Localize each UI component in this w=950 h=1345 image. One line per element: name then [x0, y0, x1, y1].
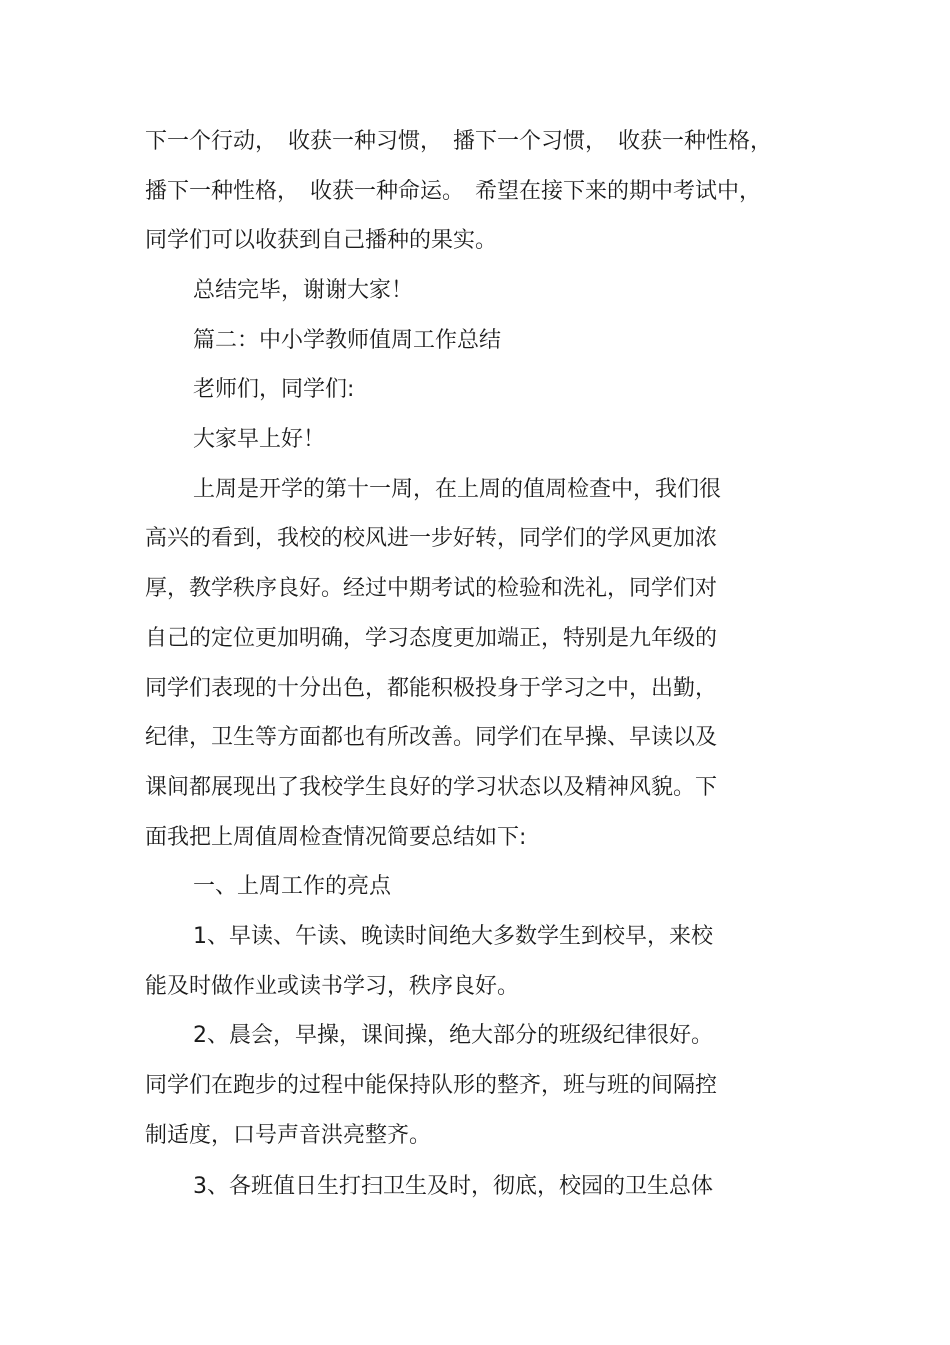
text-line: 制适度，口号声音洪亮整齐。 — [145, 1123, 432, 1148]
list-item: 2、晨会，早操，课间操，绝大部分的班级纪律很好。 — [193, 1023, 713, 1048]
text-line: 厚，教学秩序良好。经过中期考试的检验和洗礼，同学们对 — [145, 576, 718, 601]
text-line: 播下一种性格， 收获一种命运。 希望在接下来的期中考试中， — [145, 179, 762, 204]
text-line: 下一个行动， 收获一种习惯， 播下一个习惯， 收获一种性格， — [145, 129, 773, 154]
text-line: 面我把上周值周检查情况简要总结如下: — [145, 825, 527, 850]
text-line: 纪律，卫生等方面都也有所改善。同学们在早操、早读以及 — [145, 725, 718, 750]
greeting: 大家早上好！ — [193, 427, 326, 452]
text-line: 课间都展现出了我校学生良好的学习状态以及精神风貌。下 — [145, 775, 718, 800]
list-item: 1、早读、午读、晚读时间绝大多数学生到校早，来校 — [193, 924, 713, 949]
text-line: 自己的定位更加明确，学习态度更加端正，特别是九年级的 — [145, 626, 718, 651]
text-line: 能及时做作业或读书学习，秩序良好。 — [145, 974, 520, 999]
section-title: 篇二：中小学教师值周工作总结 — [193, 328, 502, 353]
text-line: 同学们可以收获到自己播种的果实。 — [145, 228, 498, 253]
list-item: 3、各班值日生打扫卫生及时，彻底，校园的卫生总体 — [193, 1174, 713, 1199]
text-line: 上周是开学的第十一周，在上周的值周检查中，我们很 — [193, 477, 722, 502]
text-line: 同学们表现的十分出色，都能积极投身于学习之中，出勤， — [145, 676, 718, 701]
text-line: 同学们在跑步的过程中能保持队形的整齐，班与班的间隔控 — [145, 1073, 718, 1098]
salutation: 老师们，同学们: — [193, 377, 355, 402]
closing-line: 总结完毕，谢谢大家！ — [193, 278, 414, 303]
text-line: 高兴的看到，我校的校风进一步好转，同学们的学风更加浓 — [145, 526, 718, 551]
subsection-heading: 一、上周工作的亮点 — [193, 874, 392, 899]
